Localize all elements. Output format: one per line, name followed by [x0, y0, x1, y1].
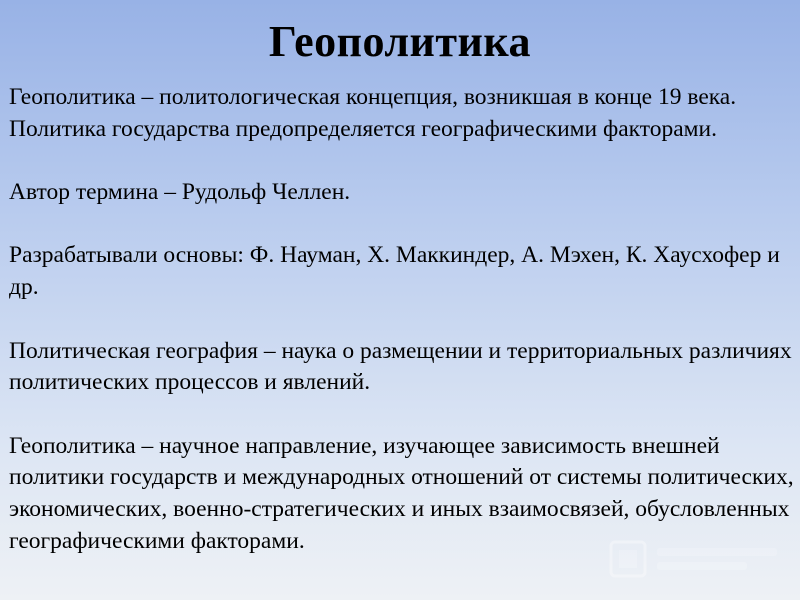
paragraph-definition: Геополитика – политологическая концепция, возникшая в конце 19 века. Политика государства предопределяется географическими факторами. — [9, 84, 737, 142]
paragraph-author: Автор термина – Рудольф Челлен. — [9, 179, 351, 206]
paragraph-scientific-direction: Геополитика – научное направление, изучающее зависимость внешней политики государств и международных отношений от системы политических, экономических, военно-стратегических и иных взаимосвязей, обусловленных географическими факторами. — [9, 432, 794, 554]
paragraph-founders: Разрабатывали основы: Ф. Науман, Х. Маккиндер, А. Мэхен, К. Хаусхофер и др. — [9, 242, 780, 301]
slide-body — [9, 82, 794, 557]
paragraph-political-geography: Политическая география – наука о размещении и территориальных различиях политических процессов и явлений. — [9, 337, 792, 396]
slide-title: Геополитика — [268, 17, 532, 66]
